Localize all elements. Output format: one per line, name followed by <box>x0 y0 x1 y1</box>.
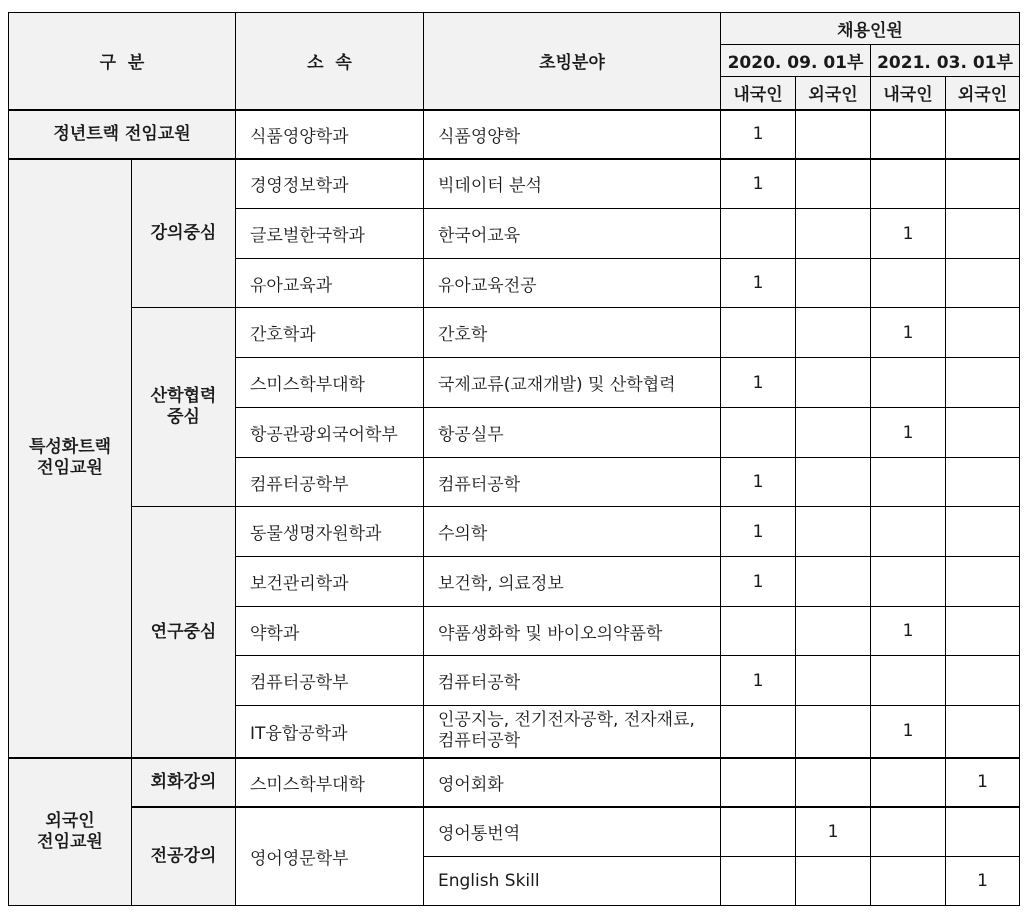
dept-cell: 컴퓨터공학부 <box>236 458 424 507</box>
group-conversation: 회화강의 <box>132 758 236 807</box>
count-foreign-2020 <box>796 458 871 507</box>
count-foreign-2020 <box>796 159 871 209</box>
group-foreign-faculty: 외국인 전임교원 <box>9 758 132 906</box>
count-domestic-2020 <box>721 706 796 758</box>
field-cell: 빅데이터 분석 <box>424 159 721 209</box>
field-cell: 한국어교육 <box>424 209 721 259</box>
header-division: 구 분 <box>9 13 236 110</box>
count-domestic-2020: 1 <box>721 110 796 159</box>
count-foreign-2021 <box>946 110 1020 159</box>
field-cell: English Skill <box>424 857 721 906</box>
header-foreign-2021: 외국인 <box>946 77 1020 110</box>
dept-cell: 유아교육과 <box>236 259 424 308</box>
field-cell: 보건학, 의료정보 <box>424 557 721 607</box>
count-domestic-2021: 1 <box>871 308 946 358</box>
count-domestic-2020: 1 <box>721 557 796 607</box>
count-domestic-2020: 1 <box>721 159 796 209</box>
group-major-lecture: 전공강의 <box>132 807 236 906</box>
count-domestic-2021: 1 <box>871 408 946 458</box>
header-field: 초빙분야 <box>424 13 721 110</box>
header-date-2020: 2020. 09. 01부 <box>721 45 871 77</box>
header-affiliation: 소 속 <box>236 13 424 110</box>
field-cell: 영어통번역 <box>424 807 721 857</box>
count-foreign-2020 <box>796 308 871 358</box>
field-cell: 영어회화 <box>424 758 721 807</box>
header-foreign-2020: 외국인 <box>796 77 871 110</box>
count-foreign-2021 <box>946 557 1020 607</box>
count-foreign-2020 <box>796 857 871 906</box>
count-foreign-2020 <box>796 259 871 308</box>
count-foreign-2021 <box>946 259 1020 308</box>
count-foreign-2020 <box>796 607 871 656</box>
count-foreign-2021: 1 <box>946 857 1020 906</box>
table-row <box>9 110 1020 159</box>
count-domestic-2020 <box>721 758 796 807</box>
count-domestic-2021: 1 <box>871 706 946 758</box>
field-cell: 약품생화학 및 바이오의약품학 <box>424 607 721 656</box>
dept-cell: 간호학과 <box>236 308 424 358</box>
dept-cell: IT융합공학과 <box>236 706 424 758</box>
dept-cell: 항공관광외국어학부 <box>236 408 424 458</box>
field-cell: 수의학 <box>424 507 721 557</box>
count-foreign-2021 <box>946 807 1020 857</box>
group-specialized-track: 특성화트랙 전임교원 <box>9 159 132 758</box>
count-domestic-2020 <box>721 807 796 857</box>
count-foreign-2020 <box>796 557 871 607</box>
field-cell: 식품영양학 <box>424 110 721 159</box>
count-domestic-2020: 1 <box>721 656 796 706</box>
count-domestic-2021 <box>871 110 946 159</box>
header-domestic-2020: 내국인 <box>721 77 796 110</box>
count-foreign-2021 <box>946 706 1020 758</box>
table-row <box>9 758 1020 807</box>
count-foreign-2020 <box>796 408 871 458</box>
field-cell: 컴퓨터공학 <box>424 656 721 706</box>
header-domestic-2021: 내국인 <box>871 77 946 110</box>
field-cell: 항공실무 <box>424 408 721 458</box>
count-domestic-2021 <box>871 656 946 706</box>
count-domestic-2020: 1 <box>721 507 796 557</box>
recruitment-table <box>8 12 1020 906</box>
field-cell: 컴퓨터공학 <box>424 458 721 507</box>
group-industry-academia: 산학협력 중심 <box>132 308 236 507</box>
header-date-2021: 2021. 03. 01부 <box>871 45 1020 77</box>
count-domestic-2021 <box>871 857 946 906</box>
count-domestic-2020 <box>721 607 796 656</box>
count-foreign-2021 <box>946 408 1020 458</box>
count-foreign-2021 <box>946 358 1020 408</box>
count-domestic-2020: 1 <box>721 458 796 507</box>
count-domestic-2020 <box>721 408 796 458</box>
count-foreign-2021 <box>946 458 1020 507</box>
count-domestic-2021: 1 <box>871 209 946 259</box>
count-foreign-2020 <box>796 507 871 557</box>
dept-cell: 스미스학부대학 <box>236 758 424 807</box>
dept-cell: 약학과 <box>236 607 424 656</box>
count-domestic-2020 <box>721 308 796 358</box>
count-domestic-2021: 1 <box>871 607 946 656</box>
dept-cell: 식품영양학과 <box>236 110 424 159</box>
count-foreign-2020: 1 <box>796 807 871 857</box>
count-foreign-2020 <box>796 656 871 706</box>
count-foreign-2021: 1 <box>946 758 1020 807</box>
group-tenure-track: 정년트랙 전임교원 <box>9 110 236 159</box>
group-lecture-focused: 강의중심 <box>132 159 236 308</box>
count-domestic-2021 <box>871 458 946 507</box>
table-row <box>9 807 1020 857</box>
count-domestic-2021 <box>871 159 946 209</box>
count-foreign-2021 <box>946 507 1020 557</box>
count-foreign-2021 <box>946 656 1020 706</box>
dept-cell: 컴퓨터공학부 <box>236 656 424 706</box>
dept-cell: 경영정보학과 <box>236 159 424 209</box>
table-row <box>9 308 1020 358</box>
count-domestic-2021 <box>871 507 946 557</box>
field-cell: 국제교류(교재개발) 및 산학협력 <box>424 358 721 408</box>
count-foreign-2020 <box>796 209 871 259</box>
count-domestic-2020: 1 <box>721 259 796 308</box>
header-recruit-count: 채용인원 <box>721 13 1020 45</box>
dept-cell: 스미스학부대학 <box>236 358 424 408</box>
count-domestic-2020 <box>721 857 796 906</box>
recruitment-table-container <box>8 12 1020 906</box>
count-domestic-2021 <box>871 259 946 308</box>
count-foreign-2020 <box>796 706 871 758</box>
count-foreign-2020 <box>796 110 871 159</box>
field-cell: 간호학 <box>424 308 721 358</box>
dept-cell: 보건관리학과 <box>236 557 424 607</box>
count-domestic-2021 <box>871 807 946 857</box>
dept-cell: 글로벌한국학과 <box>236 209 424 259</box>
count-domestic-2021 <box>871 758 946 807</box>
dept-cell: 영어영문학부 <box>236 807 424 906</box>
count-foreign-2020 <box>796 358 871 408</box>
count-foreign-2021 <box>946 209 1020 259</box>
count-foreign-2021 <box>946 159 1020 209</box>
field-cell: 유아교육전공 <box>424 259 721 308</box>
count-foreign-2020 <box>796 758 871 807</box>
count-domestic-2020: 1 <box>721 358 796 408</box>
table-row <box>9 159 1020 209</box>
count-domestic-2020 <box>721 209 796 259</box>
table-row <box>9 507 1020 557</box>
group-research-focused: 연구중심 <box>132 507 236 758</box>
field-cell: 인공지능, 전기전자공학, 전자재료, 컴퓨터공학 <box>424 706 721 758</box>
count-domestic-2021 <box>871 358 946 408</box>
count-domestic-2021 <box>871 557 946 607</box>
count-foreign-2021 <box>946 607 1020 656</box>
count-foreign-2021 <box>946 308 1020 358</box>
dept-cell: 동물생명자원학과 <box>236 507 424 557</box>
